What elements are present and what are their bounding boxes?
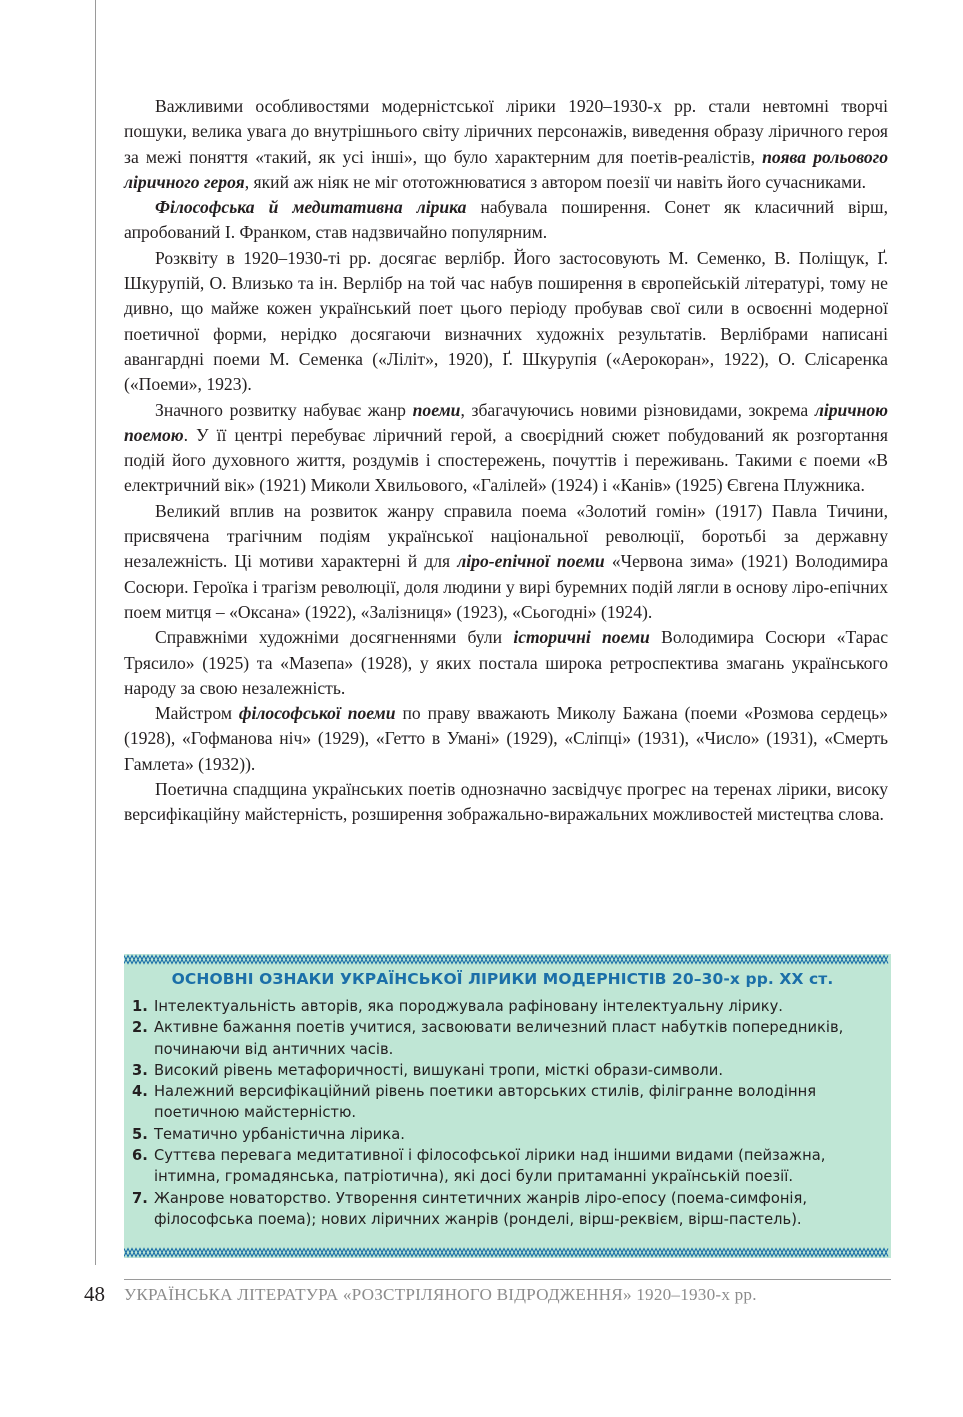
text-run: . У її центрі перебуває ліричний герой, а своєрідний сюжет побудований як розгортання подій його духовного життя, роздумів і спостережень, почуттів і переживань. Такими є поеми «В електричний вік» (1921) Миколи Хвильового, «Галілей» (1924) і «Канів» (1925) Євгена Плужника. xyxy=(124,424,888,496)
zigzag-ornament-bottom xyxy=(124,1247,891,1258)
emphasized-term: поеми xyxy=(412,399,461,420)
feature-item xyxy=(132,1124,873,1145)
feature-item xyxy=(132,1188,873,1231)
body-paragraph xyxy=(124,625,888,701)
text-run: Справжніми художніми досягненнями були xyxy=(155,627,514,648)
body-paragraph xyxy=(124,398,888,499)
text-run: Важливими особливостями модерністської лірики 1920–1930-х рр. стали невтомні творчі пошуки, велика увага до внутрішнього світу ліричних персонажів, виведення образу ліричного героя за межі поняття «такий, як усі інші», що було характерним для поетів-реалістів, xyxy=(124,96,888,167)
page-margin-line xyxy=(95,0,96,1265)
text-run: , який аж ніяк не міг ототожнюватися з автором поезії чи навіть його сучасниками. xyxy=(244,171,867,192)
feature-text: Тематично урбаністична лірика. xyxy=(154,1125,405,1143)
body-paragraph xyxy=(124,499,888,625)
feature-item xyxy=(132,1060,873,1081)
feature-number: 4. xyxy=(132,1083,148,1101)
emphasized-term: Філософська й медитативна лірика xyxy=(155,197,467,218)
feature-number: 6. xyxy=(132,1147,148,1165)
body-paragraph xyxy=(124,701,888,777)
running-head: УКРАЇНСЬКА ЛІТЕРАТУРА «РОЗСТРІЛЯНОГО ВІДРОДЖЕННЯ» 1920–1930-х рр. xyxy=(124,1285,757,1304)
text-run: Володимира Сосюри «Тарас Трясило» (1925) та «Мазепа» (1928), у яких постала широка ретроспектива змагань українського народу за свою незалежність. xyxy=(124,627,888,698)
feature-number: 3. xyxy=(132,1061,148,1079)
body-paragraph xyxy=(124,246,888,398)
emphasized-term: ліричною поемою xyxy=(124,399,888,445)
feature-text: Суттєва перевага медитативної і філософської лірики над іншими видами (пейзажна, інтимна, громадянська, патріотична), які досі були притаманні українській поезії. xyxy=(154,1147,826,1186)
feature-number: 5. xyxy=(132,1125,148,1143)
text-run: набувала поширення. Сонет як класичний вірш, апробований І. Франком, став надзвичайно популярним. xyxy=(124,197,889,243)
feature-number: 7. xyxy=(132,1189,148,1207)
feature-item xyxy=(132,1145,873,1188)
text-run: Майстром xyxy=(155,703,239,724)
feature-item xyxy=(132,996,873,1017)
text-run: Значного розвитку набуває жанр xyxy=(155,399,413,420)
emphasized-term: історичні поеми xyxy=(513,627,650,648)
body-text xyxy=(124,94,888,828)
text-run: «Червона зима» (1921) Володимира Сосюри. Героїка і трагізм революції, доля людини у вирі буремних подій лягли в основу ліро-епічних поем митця – «Оксана» (1922), «Залізниця» (1923), «Сьогодні» (1924). xyxy=(124,551,889,622)
footer-divider xyxy=(124,1279,891,1280)
text-run: , збагачуючись новими різновидами, зокрема xyxy=(460,399,815,420)
features-list xyxy=(132,996,873,1230)
text-run: Великий вплив на розвиток жанру справила поема «Золотий гомін» (1917) Павла Тичини, присвячена трагічним подіям української національної революції, боротьбі за державну незалежність. Ці мотиви характерні й для xyxy=(124,500,888,572)
feature-text: Активне бажання поетів учитися, засвоювати величезний пласт набутків попередників, починаючи від античних часів. xyxy=(154,1019,844,1058)
feature-number: 2. xyxy=(132,1019,148,1037)
key-features-box xyxy=(124,954,891,1258)
zigzag-ornament-top xyxy=(124,954,891,965)
feature-text: Інтелектуальність авторів, яка породжувала рафіновану інтелектуальну лірику. xyxy=(154,998,783,1015)
page-number: 48 xyxy=(84,1282,105,1306)
feature-text: Високий рівень метафоричності, вишукані тропи, місткі образи-символи. xyxy=(154,1061,724,1079)
feature-item xyxy=(132,1081,873,1124)
emphasized-term: філософської поеми xyxy=(238,703,396,724)
feature-number: 1. xyxy=(132,998,148,1015)
text-run: Поетична спадщина українських поетів однозначно засвідчує прогрес на теренах лірики, високу версифікаційну майстерність, розширення зображально-виражальних можливостей мистецтва слова. xyxy=(124,779,888,825)
box-title: ОСНОВНІ ОЗНАКИ УКРАЇНСЬКОЇ ЛІРИКИ МОДЕРНІСТІВ 20–30-х рр. XX ст. xyxy=(171,970,834,988)
text-run: по праву вважають Миколу Бажана (поеми «Розмова сердець» (1928), «Гофманова ніч» (1929), «Гетто в Умані» (1929), «Сліпці» (1931), «Число» (1931), «Смерть Гамлета» (1932)). xyxy=(124,703,889,774)
body-paragraph xyxy=(124,94,888,195)
feature-text: Жанрове новаторство. Утворення синтетичних жанрів ліро-епосу (поема-симфонія, філософська поема); нових ліричних жанрів (ронделі, вірш-реквієм, вірш-пастель). xyxy=(154,1189,808,1228)
text-run: Розквіту в 1920–1930-ті рр. досягає верлібр. Його застосовують М. Семенко, В. Поліщук, Ґ. Шкурупій, О. Влизько та ін. Верлібр на той час набув поширення в європейській літературі, тому не дивно, що майже кожен український поет цього періоду пробував свої сили в освоєнні модерної поетичної форми, нерідко досягаючи визначних художніх результатів. Верлібрами написані авангардні поеми М. Семенка («Ліліт», 1920), Ґ. Шкурупія («Аерокоран», 1922), О. Слісаренка («Поеми», 1923). xyxy=(124,247,888,395)
body-paragraph xyxy=(124,195,888,246)
feature-text: Належний версифікаційний рівень поетики авторських стилів, філігранне володіння поетичною майстерністю. xyxy=(154,1083,817,1122)
emphasized-term: поява рольового ліричного героя xyxy=(124,146,888,192)
emphasized-term: ліро-епічної поеми xyxy=(457,551,605,572)
body-paragraph xyxy=(124,777,888,828)
feature-item xyxy=(132,1017,873,1060)
